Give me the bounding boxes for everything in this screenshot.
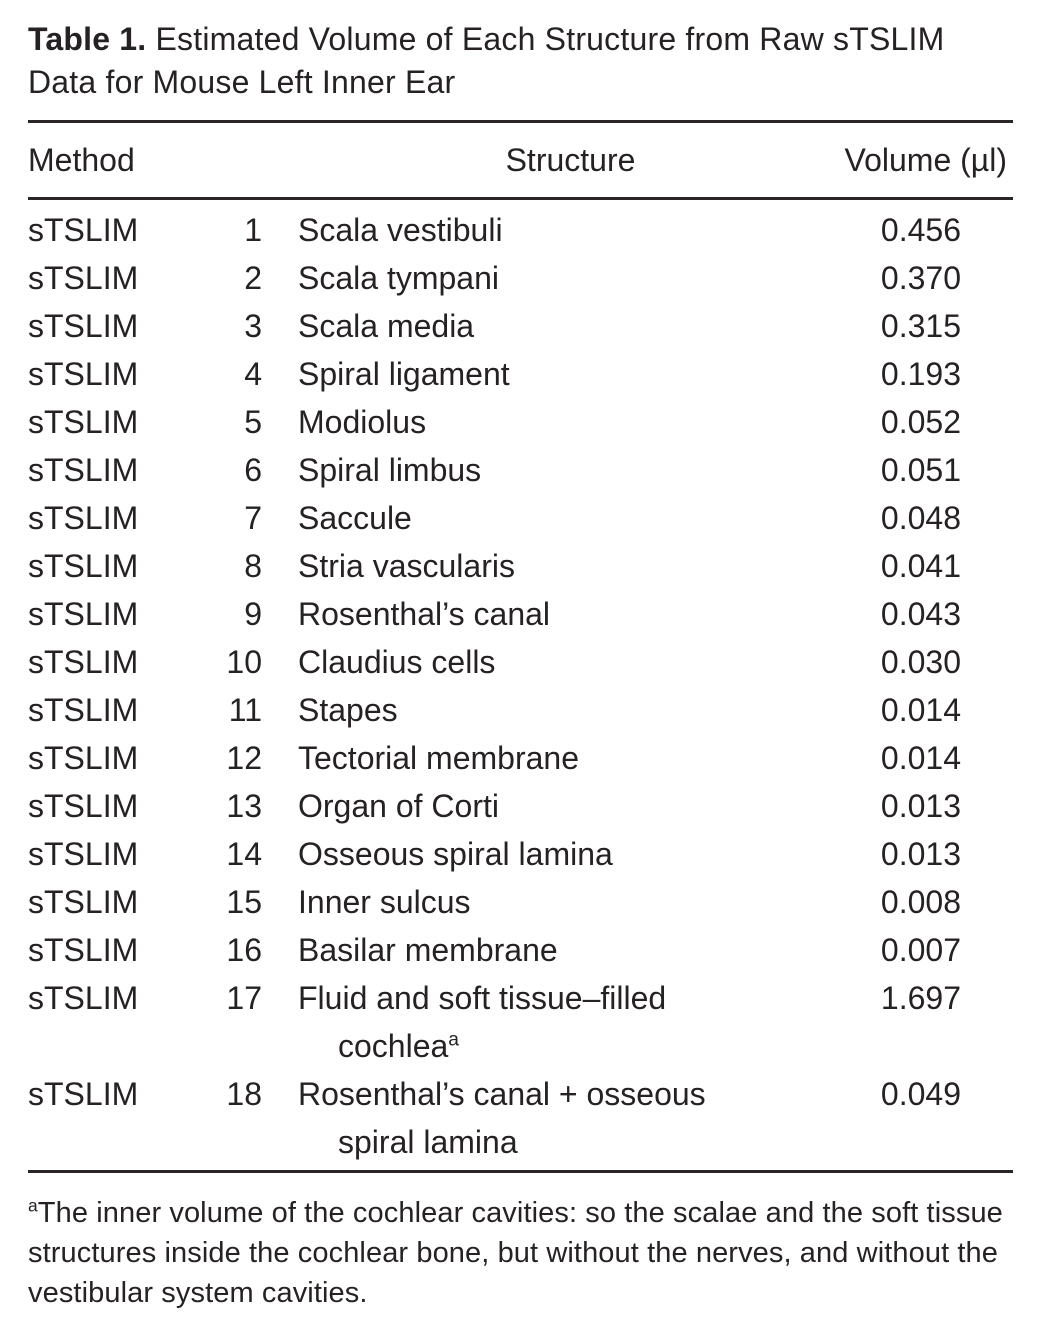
row-number-cell: 16 xyxy=(226,932,262,968)
header-structure: Structure xyxy=(505,141,636,178)
structure-line2-text: cochlea xyxy=(338,1028,449,1064)
volume-cell: 0.041 xyxy=(880,548,961,584)
structure-line1: Modiolus xyxy=(298,404,427,440)
table-row xyxy=(28,830,1013,878)
structure-line1: Scala vestibuli xyxy=(298,212,503,248)
structure-cell xyxy=(262,1070,813,1166)
structure-line1: Stapes xyxy=(298,692,398,728)
structure-line2 xyxy=(298,1022,813,1070)
table-caption-text: Estimated Volume of Each Structure from Raw sTSLIM Data for Mouse Left Inner Ear xyxy=(28,21,945,100)
volume-cell: 0.007 xyxy=(880,932,961,968)
row-number-cell: 4 xyxy=(244,356,262,392)
method-cell: sTSLIM xyxy=(28,260,139,296)
footnote-text: The inner volume of the cochlear cavities: so the scalae and the soft tissue structures inside the cochlear bone, but without the nerves, and without the vestibular system cavities. xyxy=(28,1197,1003,1309)
table-row xyxy=(28,1070,1013,1166)
volume-cell: 0.008 xyxy=(880,884,961,920)
volume-cell: 0.048 xyxy=(880,500,961,536)
volume-cell: 0.370 xyxy=(880,260,961,296)
method-cell: sTSLIM xyxy=(28,308,139,344)
structure-line2 xyxy=(298,1118,813,1166)
table-row xyxy=(28,686,1013,734)
method-cell: sTSLIM xyxy=(28,644,139,680)
structure-line1: Scala media xyxy=(298,308,475,344)
row-number-cell: 8 xyxy=(244,548,262,584)
structure-cell xyxy=(262,350,813,398)
header-volume: Volume (µl) xyxy=(844,141,1007,178)
table-row xyxy=(28,542,1013,590)
table-row xyxy=(28,350,1013,398)
method-cell: sTSLIM xyxy=(28,548,139,584)
table-row xyxy=(28,254,1013,302)
volume-cell: 0.051 xyxy=(880,452,961,488)
structure-line1: Fluid and soft tissue–filled xyxy=(298,980,667,1016)
structure-cell xyxy=(262,686,813,734)
volume-cell: 0.456 xyxy=(880,212,961,248)
volume-cell: 0.043 xyxy=(880,596,961,632)
table-caption xyxy=(28,18,1013,104)
row-number-cell: 2 xyxy=(244,260,262,296)
row-number-cell: 3 xyxy=(244,308,262,344)
row-number-cell: 13 xyxy=(226,788,262,824)
structure-line1: Basilar membrane xyxy=(298,932,558,968)
structure-cell xyxy=(262,590,813,638)
volume-cell: 0.013 xyxy=(880,788,961,824)
volume-cell: 0.052 xyxy=(880,404,961,440)
structure-footnote-marker: a xyxy=(448,1029,459,1051)
structure-cell xyxy=(262,974,813,1070)
table-row xyxy=(28,302,1013,350)
volume-cell: 0.030 xyxy=(880,644,961,680)
table-row xyxy=(28,398,1013,446)
table-caption-label: Table 1. xyxy=(28,21,147,57)
table-body xyxy=(28,200,1013,1170)
row-number-cell: 12 xyxy=(226,740,262,776)
table-row xyxy=(28,206,1013,254)
structure-line1: Saccule xyxy=(298,500,412,536)
method-cell: sTSLIM xyxy=(28,596,139,632)
row-number-cell: 15 xyxy=(226,884,262,920)
method-cell: sTSLIM xyxy=(28,884,139,920)
structure-cell xyxy=(262,302,813,350)
volume-cell: 0.193 xyxy=(880,356,961,392)
structure-cell xyxy=(262,542,813,590)
row-number-cell: 7 xyxy=(244,500,262,536)
method-cell: sTSLIM xyxy=(28,500,139,536)
table-row xyxy=(28,638,1013,686)
structure-line1: Osseous spiral lamina xyxy=(298,836,613,872)
volume-cell: 1.697 xyxy=(880,980,961,1016)
method-cell: sTSLIM xyxy=(28,740,139,776)
row-number-cell: 9 xyxy=(244,596,262,632)
structure-line1: Inner sulcus xyxy=(298,884,471,920)
volume-cell: 0.049 xyxy=(880,1076,961,1112)
method-cell: sTSLIM xyxy=(28,212,139,248)
table-row xyxy=(28,590,1013,638)
method-cell: sTSLIM xyxy=(28,788,139,824)
method-cell: sTSLIM xyxy=(28,1076,139,1112)
table-row xyxy=(28,878,1013,926)
structure-cell xyxy=(262,446,813,494)
structure-cell xyxy=(262,926,813,974)
row-number-cell: 1 xyxy=(244,212,262,248)
row-number-cell: 18 xyxy=(226,1076,262,1112)
structure-cell xyxy=(262,206,813,254)
table-row xyxy=(28,494,1013,542)
table-row xyxy=(28,446,1013,494)
structure-line1: Spiral ligament xyxy=(298,356,510,392)
structure-line2-text: spiral lamina xyxy=(338,1124,518,1160)
method-cell: sTSLIM xyxy=(28,692,139,728)
structure-line1: Rosenthal’s canal xyxy=(298,596,551,632)
structure-line1: Stria vascularis xyxy=(298,548,515,584)
structure-cell xyxy=(262,398,813,446)
volume-cell: 0.315 xyxy=(880,308,961,344)
footnote-marker: a xyxy=(28,1195,38,1216)
structure-cell xyxy=(262,638,813,686)
method-cell: sTSLIM xyxy=(28,980,139,1016)
structure-cell xyxy=(262,782,813,830)
structure-cell xyxy=(262,878,813,926)
structure-cell xyxy=(262,254,813,302)
structure-line1: Organ of Corti xyxy=(298,788,499,824)
structure-cell xyxy=(262,734,813,782)
table-row xyxy=(28,734,1013,782)
table-header-row xyxy=(28,123,1013,197)
rule-bottom xyxy=(28,1170,1013,1173)
row-number-cell: 5 xyxy=(244,404,262,440)
structure-line1: Spiral limbus xyxy=(298,452,482,488)
row-number-cell: 10 xyxy=(226,644,262,680)
structure-line1: Rosenthal’s canal + osseous xyxy=(298,1076,706,1112)
method-cell: sTSLIM xyxy=(28,356,139,392)
table-row xyxy=(28,974,1013,1070)
structure-line1: Claudius cells xyxy=(298,644,496,680)
method-cell: sTSLIM xyxy=(28,836,139,872)
table-row xyxy=(28,782,1013,830)
structure-cell xyxy=(262,830,813,878)
volume-cell: 0.014 xyxy=(880,740,961,776)
header-method: Method xyxy=(28,141,135,178)
row-number-cell: 6 xyxy=(244,452,262,488)
volume-cell: 0.013 xyxy=(880,836,961,872)
table-footnote xyxy=(28,1193,1013,1313)
method-cell: sTSLIM xyxy=(28,452,139,488)
table-row xyxy=(28,926,1013,974)
row-number-cell: 14 xyxy=(226,836,262,872)
volume-cell: 0.014 xyxy=(880,692,961,728)
structure-line1: Scala tympani xyxy=(298,260,499,296)
method-cell: sTSLIM xyxy=(28,404,139,440)
structure-line1: Tectorial membrane xyxy=(298,740,579,776)
row-number-cell: 11 xyxy=(228,692,262,728)
structure-cell xyxy=(262,494,813,542)
method-cell: sTSLIM xyxy=(28,932,139,968)
row-number-cell: 17 xyxy=(226,980,262,1016)
